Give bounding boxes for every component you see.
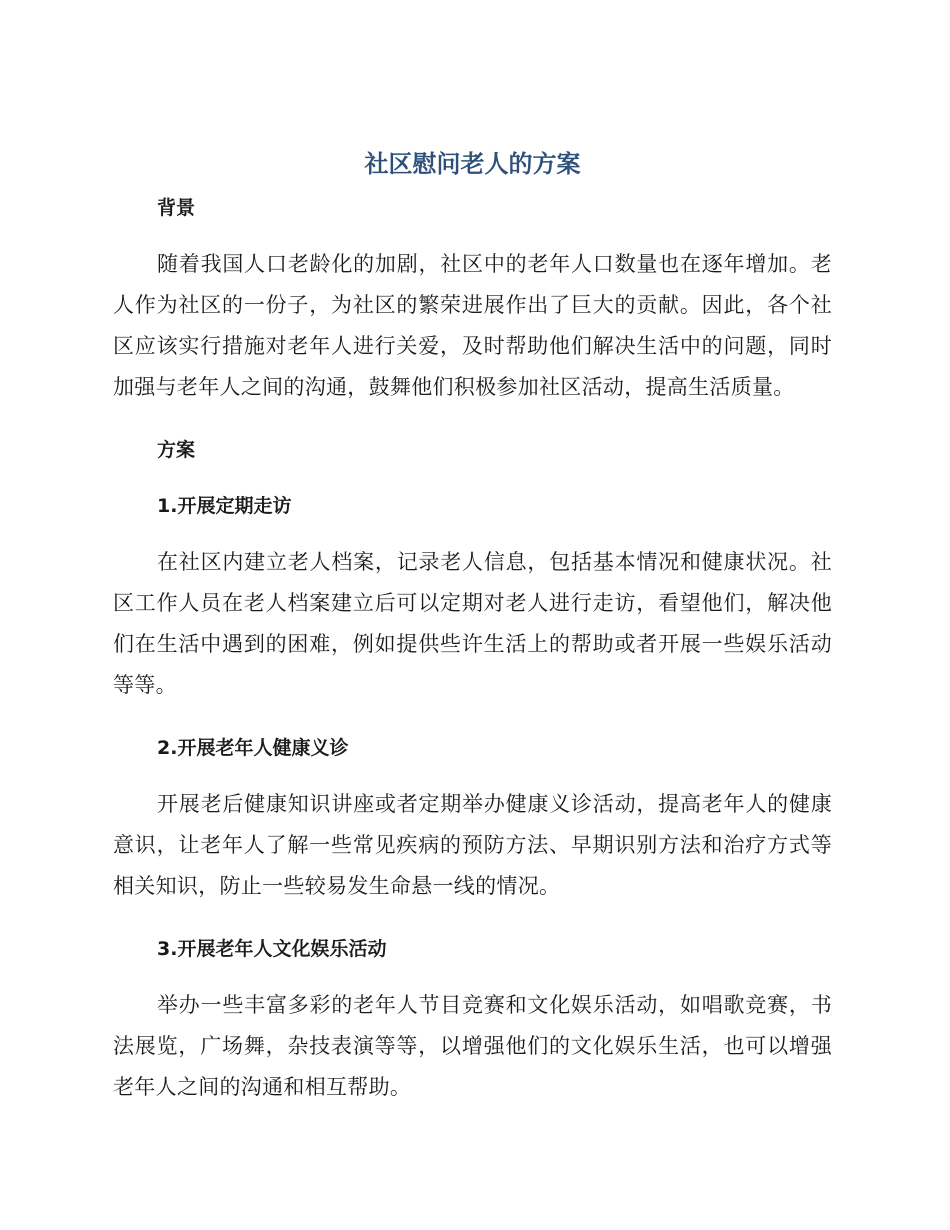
document-title: 社区慰问老人的方案 (364, 150, 581, 178)
spacer (113, 470, 832, 486)
spacer (113, 526, 832, 542)
spacer (113, 969, 832, 985)
spacer (113, 706, 832, 728)
item-body-1: 在社区内建立老人档案，记录老人信息，包括基本情况和健康状况。社区工作人员在老人档案建立后可以定期对老人进行走访，看望他们，解决他们在生活中遇到的困难，例如提供些许生活上的帮助或者开展一些娱乐活动等等。 (113, 550, 832, 697)
item-body-3: 举办一些丰富多彩的老年人节目竞赛和文化娱乐活动，如唱歌竞赛，书法展览，广场舞，杂技表演等等，以增强他们的文化娱乐生活，也可以增强老年人之间的沟通和相互帮助。 (113, 993, 832, 1099)
section-body-background: 随着我国人口老龄化的加剧，社区中的老年人口数量也在逐年增加。老人作为社区的一份子，为社区的繁荣进展作出了巨大的贡献。因此，各个社区应该实行措施对老年人进行关爱，及时帮助他们解决生活中的问题，同时加强与老年人之间的沟通，鼓舞他们积极参加社区活动，提高生活质量。 (113, 252, 832, 399)
spacer (113, 408, 832, 430)
item-heading-2: 2.开展老年人健康义诊 (157, 737, 349, 759)
spacer (113, 768, 832, 784)
item-heading-3: 3.开展老年人文化娱乐活动 (157, 938, 387, 960)
spacer (113, 907, 832, 929)
section-heading-plan: 方案 (157, 439, 196, 461)
spacer (113, 228, 832, 244)
section-heading-background: 背景 (157, 197, 196, 219)
item-body-2: 开展老后健康知识讲座或者定期举办健康义诊活动，提高老年人的健康意识，让老年人了解一些常见疾病的预防方法、早期识别方法和治疗方式等相关知识，防止一些较易发生命悬一线的情况。 (113, 792, 832, 898)
item-heading-1: 1.开展定期走访 (157, 495, 292, 517)
